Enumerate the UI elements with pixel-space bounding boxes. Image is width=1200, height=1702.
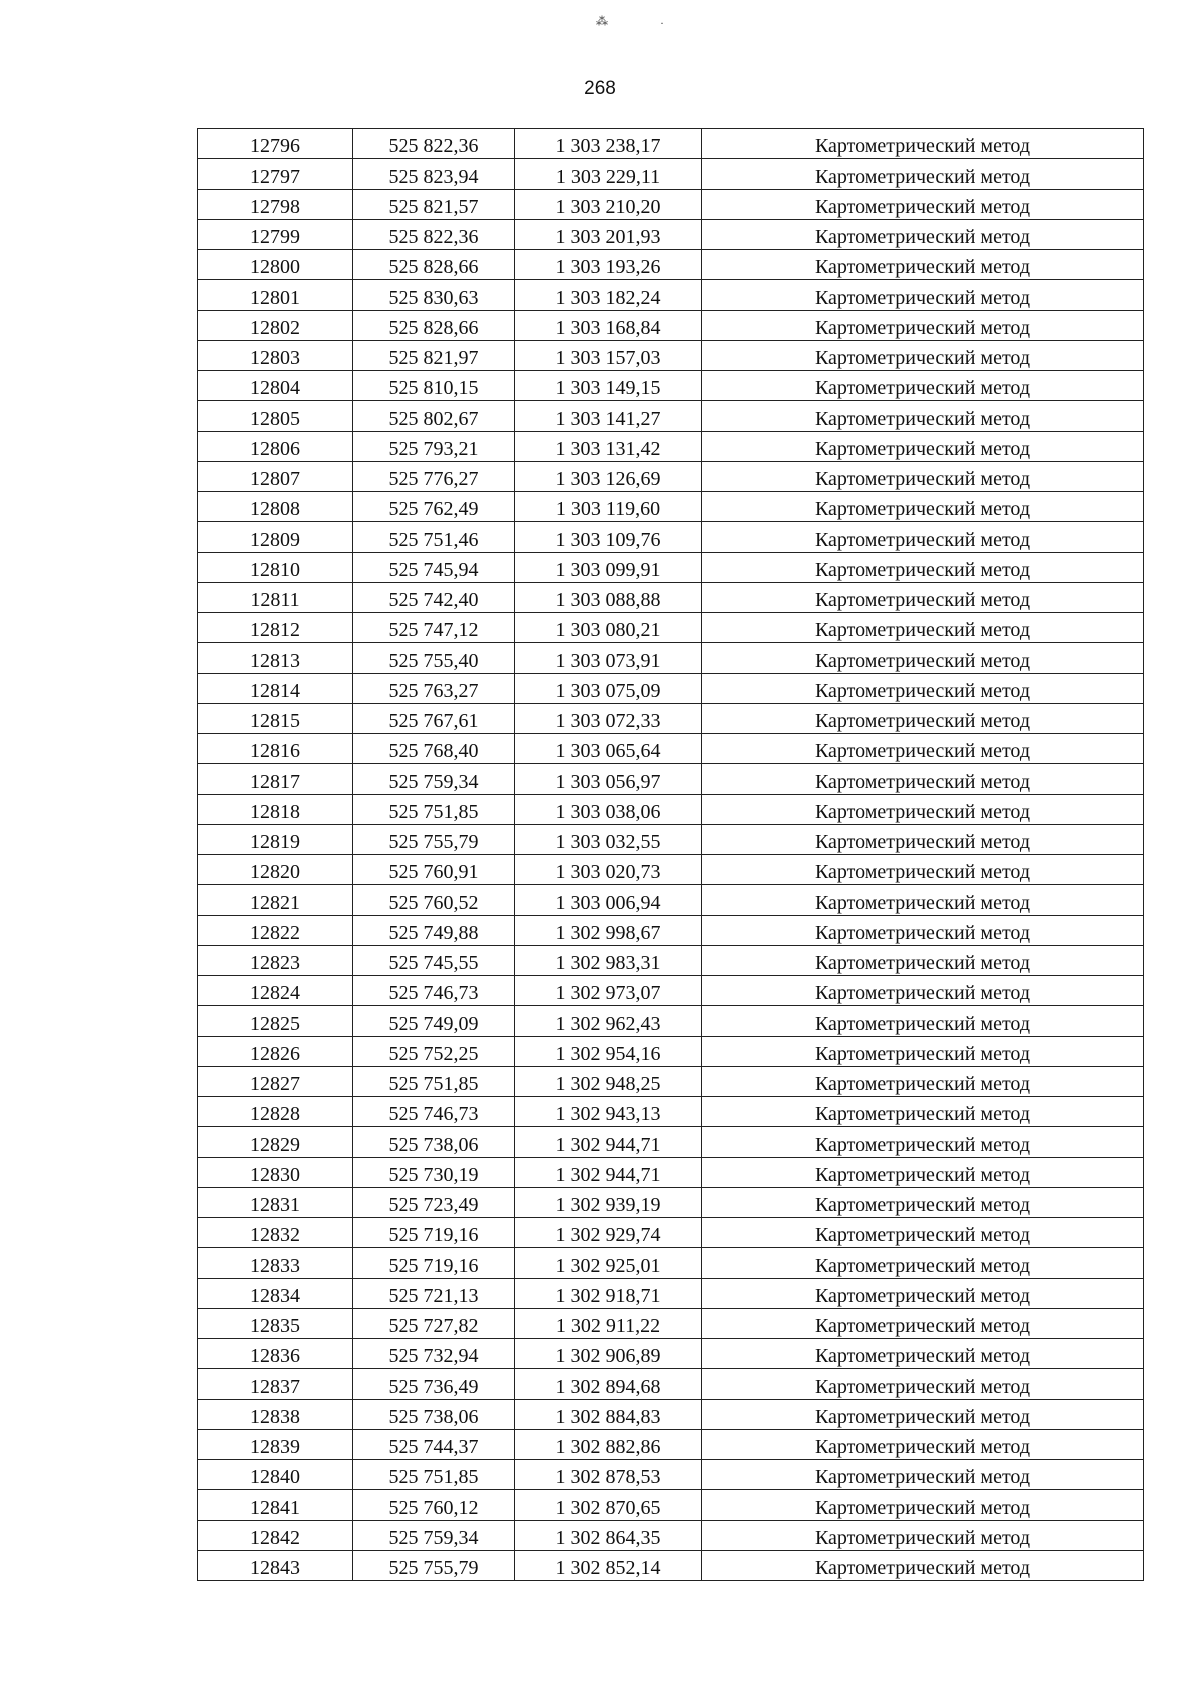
- y-coordinate-cell: 1 303 075,09: [515, 673, 702, 703]
- x-coordinate-cell: 525 760,12: [353, 1490, 515, 1520]
- x-coordinate-cell: 525 746,73: [353, 1097, 515, 1127]
- x-coordinate-cell: 525 730,19: [353, 1157, 515, 1187]
- point-number-cell: 12824: [198, 976, 353, 1006]
- method-cell: Картометрический метод: [702, 1490, 1144, 1520]
- y-coordinate-cell: 1 302 870,65: [515, 1490, 702, 1520]
- y-coordinate-cell: 1 302 882,86: [515, 1429, 702, 1459]
- x-coordinate-cell: 525 755,79: [353, 824, 515, 854]
- x-coordinate-cell: 525 776,27: [353, 461, 515, 491]
- y-coordinate-cell: 1 302 925,01: [515, 1248, 702, 1278]
- point-number-cell: 12825: [198, 1006, 353, 1036]
- x-coordinate-cell: 525 760,52: [353, 885, 515, 915]
- method-cell: Картометрический метод: [702, 340, 1144, 370]
- y-coordinate-cell: 1 302 962,43: [515, 1006, 702, 1036]
- y-coordinate-cell: 1 303 020,73: [515, 855, 702, 885]
- method-cell: Картометрический метод: [702, 1278, 1144, 1308]
- point-number-cell: 12799: [198, 219, 353, 249]
- x-coordinate-cell: 525 752,25: [353, 1036, 515, 1066]
- y-coordinate-cell: 1 303 193,26: [515, 250, 702, 280]
- method-cell: Картометрический метод: [702, 371, 1144, 401]
- x-coordinate-cell: 525 727,82: [353, 1308, 515, 1338]
- table-row: [198, 703, 1144, 733]
- x-coordinate-cell: 525 736,49: [353, 1369, 515, 1399]
- y-coordinate-cell: 1 303 168,84: [515, 310, 702, 340]
- point-number-cell: 12806: [198, 431, 353, 461]
- point-number-cell: 12809: [198, 522, 353, 552]
- method-cell: Картометрический метод: [702, 1127, 1144, 1157]
- point-number-cell: 12837: [198, 1369, 353, 1399]
- table-row: [198, 1066, 1144, 1096]
- x-coordinate-cell: 525 810,15: [353, 371, 515, 401]
- point-number-cell: 12833: [198, 1248, 353, 1278]
- point-number-cell: 12843: [198, 1550, 353, 1580]
- y-coordinate-cell: 1 303 229,11: [515, 159, 702, 189]
- table-row: [198, 129, 1144, 159]
- method-cell: Картометрический метод: [702, 1218, 1144, 1248]
- point-number-cell: 12838: [198, 1399, 353, 1429]
- point-number-cell: 12814: [198, 673, 353, 703]
- point-number-cell: 12822: [198, 915, 353, 945]
- method-cell: Картометрический метод: [702, 431, 1144, 461]
- method-cell: Картометрический метод: [702, 855, 1144, 885]
- table-row: [198, 1490, 1144, 1520]
- x-coordinate-cell: 525 802,67: [353, 401, 515, 431]
- x-coordinate-cell: 525 822,36: [353, 129, 515, 159]
- point-number-cell: 12829: [198, 1127, 353, 1157]
- point-number-cell: 12839: [198, 1429, 353, 1459]
- table-row: [198, 250, 1144, 280]
- table-row: [198, 945, 1144, 975]
- x-coordinate-cell: 525 749,88: [353, 915, 515, 945]
- point-number-cell: 12815: [198, 703, 353, 733]
- method-cell: Картометрический метод: [702, 613, 1144, 643]
- scan-speck-mark: ⁂: [596, 14, 608, 28]
- method-cell: Картометрический метод: [702, 885, 1144, 915]
- table-row: [198, 915, 1144, 945]
- x-coordinate-cell: 525 721,13: [353, 1278, 515, 1308]
- method-cell: Картометрический метод: [702, 1066, 1144, 1096]
- table-row: [198, 1550, 1144, 1580]
- point-number-cell: 12802: [198, 310, 353, 340]
- x-coordinate-cell: 525 759,34: [353, 764, 515, 794]
- table-row: [198, 1157, 1144, 1187]
- table-row: [198, 552, 1144, 582]
- x-coordinate-cell: 525 744,37: [353, 1429, 515, 1459]
- point-number-cell: 12820: [198, 855, 353, 885]
- table-row: [198, 794, 1144, 824]
- x-coordinate-cell: 525 747,12: [353, 613, 515, 643]
- table-row: [198, 401, 1144, 431]
- method-cell: Картометрический метод: [702, 764, 1144, 794]
- x-coordinate-cell: 525 767,61: [353, 703, 515, 733]
- point-number-cell: 12803: [198, 340, 353, 370]
- point-number-cell: 12841: [198, 1490, 353, 1520]
- x-coordinate-cell: 525 823,94: [353, 159, 515, 189]
- y-coordinate-cell: 1 303 201,93: [515, 219, 702, 249]
- point-number-cell: 12816: [198, 734, 353, 764]
- x-coordinate-cell: 525 821,97: [353, 340, 515, 370]
- y-coordinate-cell: 1 302 983,31: [515, 945, 702, 975]
- x-coordinate-cell: 525 755,79: [353, 1550, 515, 1580]
- x-coordinate-cell: 525 763,27: [353, 673, 515, 703]
- scan-speck-mark: ·: [660, 16, 664, 30]
- table-row: [198, 461, 1144, 491]
- x-coordinate-cell: 525 759,34: [353, 1520, 515, 1550]
- method-cell: Картометрический метод: [702, 643, 1144, 673]
- y-coordinate-cell: 1 303 141,27: [515, 401, 702, 431]
- y-coordinate-cell: 1 302 884,83: [515, 1399, 702, 1429]
- x-coordinate-cell: 525 760,91: [353, 855, 515, 885]
- method-cell: Картометрический метод: [702, 582, 1144, 612]
- x-coordinate-cell: 525 830,63: [353, 280, 515, 310]
- point-number-cell: 12804: [198, 371, 353, 401]
- y-coordinate-cell: 1 302 954,16: [515, 1036, 702, 1066]
- x-coordinate-cell: 525 723,49: [353, 1187, 515, 1217]
- method-cell: Картометрический метод: [702, 522, 1144, 552]
- coordinates-table: [197, 128, 1144, 1581]
- x-coordinate-cell: 525 719,16: [353, 1248, 515, 1278]
- point-number-cell: 12835: [198, 1308, 353, 1338]
- table-row: [198, 1520, 1144, 1550]
- point-number-cell: 12842: [198, 1520, 353, 1550]
- point-number-cell: 12808: [198, 492, 353, 522]
- method-cell: Картометрический метод: [702, 159, 1144, 189]
- table-row: [198, 310, 1144, 340]
- y-coordinate-cell: 1 302 943,13: [515, 1097, 702, 1127]
- table-row: [198, 1278, 1144, 1308]
- x-coordinate-cell: 525 746,73: [353, 976, 515, 1006]
- point-number-cell: 12805: [198, 401, 353, 431]
- table-row: [198, 1399, 1144, 1429]
- method-cell: Картометрический метод: [702, 1399, 1144, 1429]
- method-cell: Картометрический метод: [702, 1369, 1144, 1399]
- point-number-cell: 12817: [198, 764, 353, 794]
- table-row: [198, 1187, 1144, 1217]
- point-number-cell: 12819: [198, 824, 353, 854]
- method-cell: Картометрический метод: [702, 552, 1144, 582]
- method-cell: Картометрический метод: [702, 1308, 1144, 1338]
- table-row: [198, 1127, 1144, 1157]
- point-number-cell: 12818: [198, 794, 353, 824]
- method-cell: Картометрический метод: [702, 703, 1144, 733]
- y-coordinate-cell: 1 303 099,91: [515, 552, 702, 582]
- table-row: [198, 189, 1144, 219]
- point-number-cell: 12826: [198, 1036, 353, 1066]
- method-cell: Картометрический метод: [702, 945, 1144, 975]
- point-number-cell: 12836: [198, 1339, 353, 1369]
- table-row: [198, 1036, 1144, 1066]
- method-cell: Картометрический метод: [702, 1550, 1144, 1580]
- x-coordinate-cell: 525 732,94: [353, 1339, 515, 1369]
- y-coordinate-cell: 1 302 944,71: [515, 1157, 702, 1187]
- point-number-cell: 12831: [198, 1187, 353, 1217]
- y-coordinate-cell: 1 303 006,94: [515, 885, 702, 915]
- x-coordinate-cell: 525 751,85: [353, 1460, 515, 1490]
- table-row: [198, 855, 1144, 885]
- table-row: [198, 219, 1144, 249]
- x-coordinate-cell: 525 821,57: [353, 189, 515, 219]
- x-coordinate-cell: 525 755,40: [353, 643, 515, 673]
- y-coordinate-cell: 1 302 911,22: [515, 1308, 702, 1338]
- x-coordinate-cell: 525 738,06: [353, 1399, 515, 1429]
- point-number-cell: 12828: [198, 1097, 353, 1127]
- x-coordinate-cell: 525 719,16: [353, 1218, 515, 1248]
- y-coordinate-cell: 1 303 126,69: [515, 461, 702, 491]
- table-row: [198, 885, 1144, 915]
- y-coordinate-cell: 1 303 109,76: [515, 522, 702, 552]
- table-row: [198, 1369, 1144, 1399]
- method-cell: Картометрический метод: [702, 824, 1144, 854]
- method-cell: Картометрический метод: [702, 310, 1144, 340]
- y-coordinate-cell: 1 303 119,60: [515, 492, 702, 522]
- x-coordinate-cell: 525 738,06: [353, 1127, 515, 1157]
- y-coordinate-cell: 1 303 038,06: [515, 794, 702, 824]
- page-number: 268: [584, 78, 616, 99]
- y-coordinate-cell: 1 302 894,68: [515, 1369, 702, 1399]
- table-row: [198, 340, 1144, 370]
- method-cell: Картометрический метод: [702, 976, 1144, 1006]
- method-cell: Картометрический метод: [702, 401, 1144, 431]
- y-coordinate-cell: 1 302 939,19: [515, 1187, 702, 1217]
- point-number-cell: 12807: [198, 461, 353, 491]
- method-cell: Картометрический метод: [702, 1339, 1144, 1369]
- point-number-cell: 12832: [198, 1218, 353, 1248]
- x-coordinate-cell: 525 828,66: [353, 250, 515, 280]
- method-cell: Картометрический метод: [702, 1097, 1144, 1127]
- x-coordinate-cell: 525 745,55: [353, 945, 515, 975]
- point-number-cell: 12801: [198, 280, 353, 310]
- point-number-cell: 12840: [198, 1460, 353, 1490]
- coordinates-table-body: [198, 129, 1144, 1581]
- x-coordinate-cell: 525 768,40: [353, 734, 515, 764]
- y-coordinate-cell: 1 303 182,24: [515, 280, 702, 310]
- y-coordinate-cell: 1 302 973,07: [515, 976, 702, 1006]
- y-coordinate-cell: 1 302 944,71: [515, 1127, 702, 1157]
- table-row: [198, 1218, 1144, 1248]
- y-coordinate-cell: 1 302 864,35: [515, 1520, 702, 1550]
- method-cell: Картометрический метод: [702, 1520, 1144, 1550]
- y-coordinate-cell: 1 302 929,74: [515, 1218, 702, 1248]
- table-row: [198, 673, 1144, 703]
- x-coordinate-cell: 525 751,85: [353, 1066, 515, 1096]
- x-coordinate-cell: 525 828,66: [353, 310, 515, 340]
- method-cell: Картометрический метод: [702, 1187, 1144, 1217]
- table-row: [198, 1308, 1144, 1338]
- method-cell: Картометрический метод: [702, 673, 1144, 703]
- method-cell: Картометрический метод: [702, 1006, 1144, 1036]
- table-row: [198, 824, 1144, 854]
- x-coordinate-cell: 525 751,46: [353, 522, 515, 552]
- y-coordinate-cell: 1 302 918,71: [515, 1278, 702, 1308]
- x-coordinate-cell: 525 762,49: [353, 492, 515, 522]
- x-coordinate-cell: 525 822,36: [353, 219, 515, 249]
- y-coordinate-cell: 1 303 056,97: [515, 764, 702, 794]
- table-row: [198, 1097, 1144, 1127]
- method-cell: Картометрический метод: [702, 461, 1144, 491]
- point-number-cell: 12834: [198, 1278, 353, 1308]
- point-number-cell: 12810: [198, 552, 353, 582]
- method-cell: Картометрический метод: [702, 129, 1144, 159]
- method-cell: Картометрический метод: [702, 1157, 1144, 1187]
- y-coordinate-cell: 1 302 878,53: [515, 1460, 702, 1490]
- x-coordinate-cell: 525 793,21: [353, 431, 515, 461]
- y-coordinate-cell: 1 302 852,14: [515, 1550, 702, 1580]
- point-number-cell: 12821: [198, 885, 353, 915]
- method-cell: Картометрический метод: [702, 1429, 1144, 1459]
- table-row: [198, 522, 1144, 552]
- method-cell: Картометрический метод: [702, 219, 1144, 249]
- table-row: [198, 734, 1144, 764]
- x-coordinate-cell: 525 742,40: [353, 582, 515, 612]
- method-cell: Картометрический метод: [702, 794, 1144, 824]
- x-coordinate-cell: 525 751,85: [353, 794, 515, 824]
- table-row: [198, 1006, 1144, 1036]
- point-number-cell: 12796: [198, 129, 353, 159]
- method-cell: Картометрический метод: [702, 1248, 1144, 1278]
- x-coordinate-cell: 525 749,09: [353, 1006, 515, 1036]
- point-number-cell: 12830: [198, 1157, 353, 1187]
- point-number-cell: 12813: [198, 643, 353, 673]
- y-coordinate-cell: 1 302 948,25: [515, 1066, 702, 1096]
- table-row: [198, 1248, 1144, 1278]
- point-number-cell: 12812: [198, 613, 353, 643]
- table-row: [198, 764, 1144, 794]
- table-row: [198, 1460, 1144, 1490]
- y-coordinate-cell: 1 303 157,03: [515, 340, 702, 370]
- method-cell: Картометрический метод: [702, 915, 1144, 945]
- table-row: [198, 159, 1144, 189]
- y-coordinate-cell: 1 303 065,64: [515, 734, 702, 764]
- y-coordinate-cell: 1 303 210,20: [515, 189, 702, 219]
- method-cell: Картометрический метод: [702, 280, 1144, 310]
- point-number-cell: 12823: [198, 945, 353, 975]
- y-coordinate-cell: 1 303 080,21: [515, 613, 702, 643]
- point-number-cell: 12798: [198, 189, 353, 219]
- method-cell: Картометрический метод: [702, 492, 1144, 522]
- method-cell: Картометрический метод: [702, 250, 1144, 280]
- method-cell: Картометрический метод: [702, 1460, 1144, 1490]
- y-coordinate-cell: 1 303 238,17: [515, 129, 702, 159]
- x-coordinate-cell: 525 745,94: [353, 552, 515, 582]
- table-row: [198, 613, 1144, 643]
- table-row: [198, 492, 1144, 522]
- table-row: [198, 431, 1144, 461]
- point-number-cell: 12797: [198, 159, 353, 189]
- table-row: [198, 371, 1144, 401]
- point-number-cell: 12800: [198, 250, 353, 280]
- table-row: [198, 643, 1144, 673]
- y-coordinate-cell: 1 303 072,33: [515, 703, 702, 733]
- point-number-cell: 12811: [198, 582, 353, 612]
- table-row: [198, 582, 1144, 612]
- y-coordinate-cell: 1 303 032,55: [515, 824, 702, 854]
- y-coordinate-cell: 1 303 149,15: [515, 371, 702, 401]
- table-row: [198, 280, 1144, 310]
- table-row: [198, 976, 1144, 1006]
- y-coordinate-cell: 1 302 906,89: [515, 1339, 702, 1369]
- table-row: [198, 1339, 1144, 1369]
- method-cell: Картометрический метод: [702, 1036, 1144, 1066]
- y-coordinate-cell: 1 303 073,91: [515, 643, 702, 673]
- y-coordinate-cell: 1 303 088,88: [515, 582, 702, 612]
- y-coordinate-cell: 1 302 998,67: [515, 915, 702, 945]
- table-row: [198, 1429, 1144, 1459]
- method-cell: Картометрический метод: [702, 734, 1144, 764]
- y-coordinate-cell: 1 303 131,42: [515, 431, 702, 461]
- method-cell: Картометрический метод: [702, 189, 1144, 219]
- point-number-cell: 12827: [198, 1066, 353, 1096]
